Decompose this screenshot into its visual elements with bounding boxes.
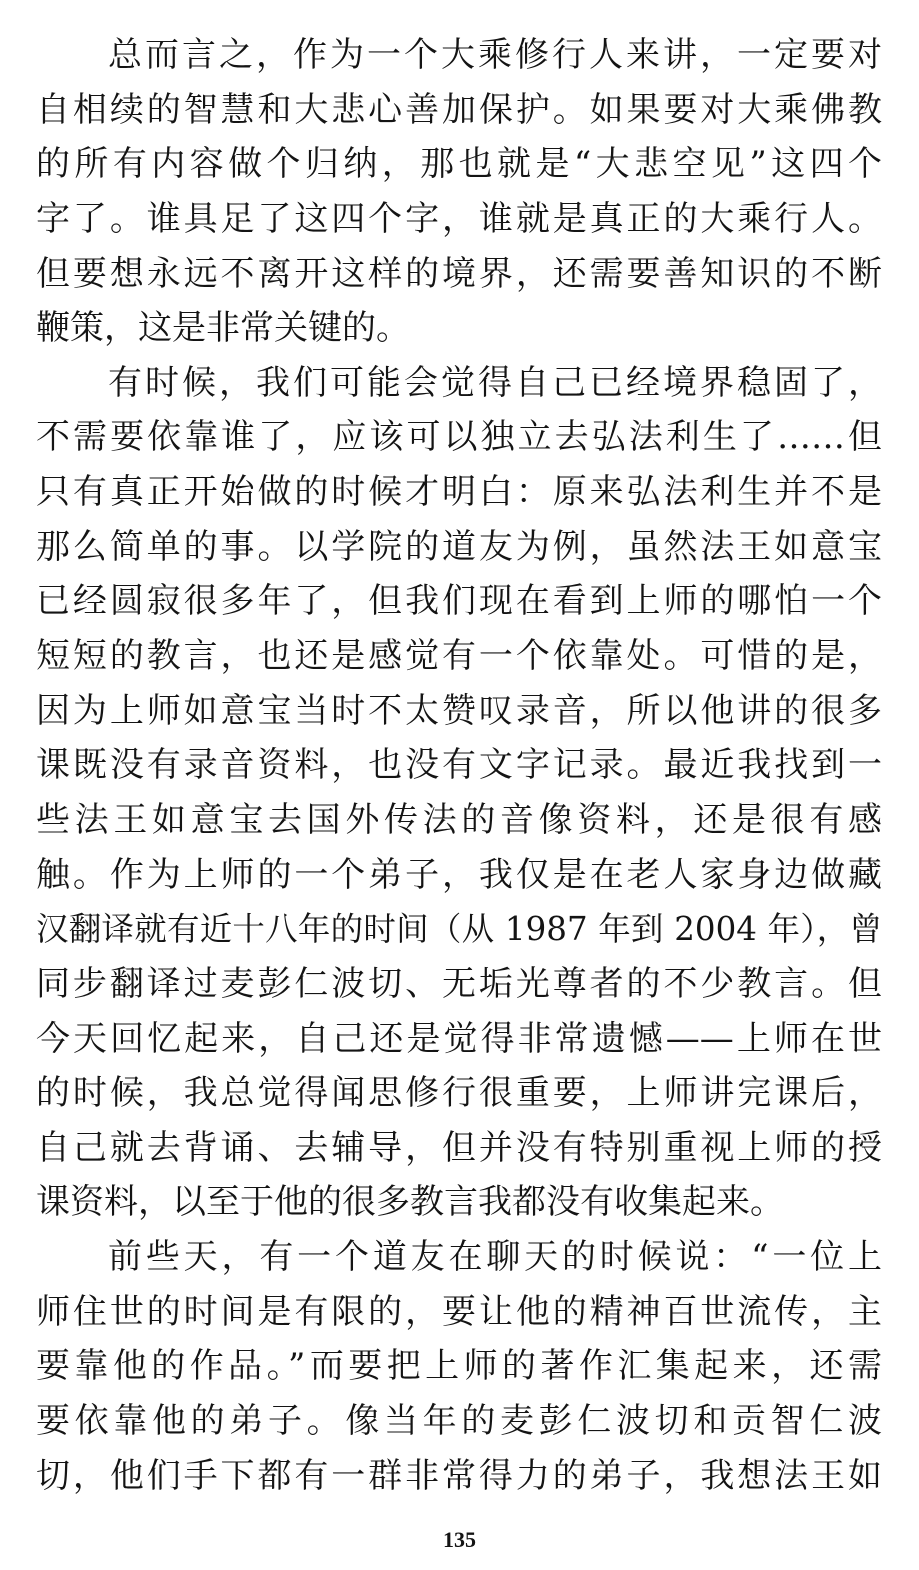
text-line: 同步翻译过麦彭仁波切、无垢光尊者的不少教言。但 <box>36 963 882 1004</box>
text-line: 触。作为上师的一个弟子，我仅是在老人家身边做藏 <box>36 854 882 895</box>
body-text <box>36 28 882 1503</box>
text-line: 要依靠他的弟子。像当年的麦彭仁波切和贡智仁波 <box>36 1401 882 1442</box>
text-line: 只有真正开始做的时候才明白：原来弘法利生并不是 <box>36 472 882 513</box>
text-line: 总而言之，作为一个大乘修行人来讲，一定要对 <box>108 35 882 75</box>
text-line: 些法王如意宝去国外传法的音像资料，还是很有感 <box>36 799 882 840</box>
text-line: 那么简单的事。以学院的道友为例，虽然法王如意宝 <box>36 526 882 567</box>
text-line: 字了。谁具足了这四个字，谁就是真正的大乘行人。 <box>36 198 882 239</box>
page-number: 135 <box>443 1527 476 1552</box>
text-line: 前些天，有一个道友在聊天的时候说：“一位上 <box>108 1237 882 1278</box>
text-line: 今天回忆起来，自己还是觉得非常遗憾——上师在世 <box>36 1018 882 1059</box>
text-line: 的所有内容做个归纳，那也就是“大悲空见”这四个 <box>36 144 882 185</box>
text-line: 短短的教言，也还是感觉有一个依靠处。可惜的是， <box>36 636 882 677</box>
text-line: 切，他们手下都有一群非常得力的弟子，我想法王如 <box>36 1455 882 1496</box>
text-line: 汉翻译就有近十八年的时间（从 1987 年到 2004 年），曾 <box>36 910 882 949</box>
paragraph <box>36 28 882 356</box>
paragraph <box>36 1230 882 1503</box>
text-line: 课既没有录音资料，也没有文字记录。最近我找到一 <box>36 745 882 786</box>
text-line: 不需要依靠谁了，应该可以独立去弘法利生了……但 <box>36 417 882 458</box>
text-line: 课资料，以至于他的很多教言我都没有收集起来。 <box>36 1182 784 1223</box>
text-line: 的时候，我总觉得闻思修行很重要，上师讲完课后， <box>36 1073 882 1114</box>
text-line: 但要想永远不离开这样的境界，还需要善知识的不断 <box>36 253 882 294</box>
text-line: 要靠他的作品。”而要把上师的著作汇集起来，还需 <box>36 1346 882 1387</box>
text-line: 有时候，我们可能会觉得自己已经境界稳固了， <box>108 362 882 403</box>
text-line: 自相续的智慧和大悲心善加保护。如果要对大乘佛教 <box>36 89 882 130</box>
text-line: 自己就去背诵、去辅导，但并没有特别重视上师的授 <box>36 1127 882 1168</box>
text-line: 鞭策，这是非常关键的。 <box>36 308 410 349</box>
text-line: 师住世的时间是有限的，要让他的精神百世流传，主 <box>36 1291 882 1332</box>
text-line: 已经圆寂很多年了，但我们现在看到上师的哪怕一个 <box>36 581 882 622</box>
paragraph <box>36 356 882 1230</box>
text-line: 因为上师如意宝当时不太赞叹录音，所以他讲的很多 <box>36 690 882 731</box>
